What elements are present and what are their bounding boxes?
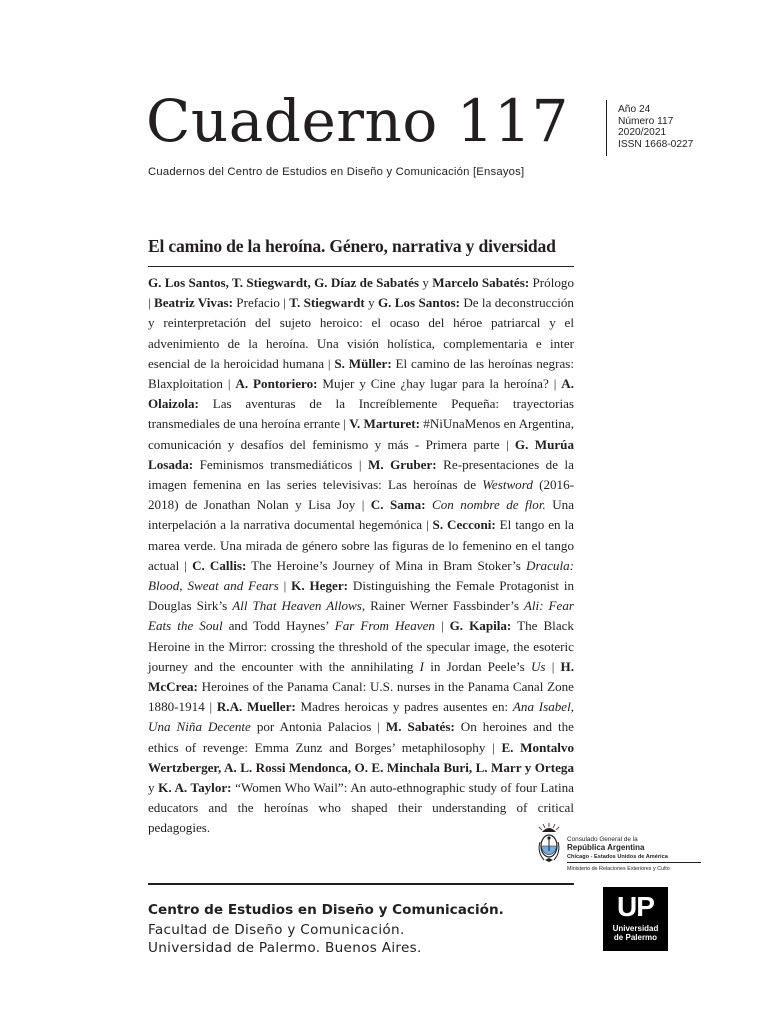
article-text: De la deconstrucción y reinterpretación del sujeto heroico: el ocaso del héroe patriarcal y el advenimiento de la heroína. Una visión holística, complementaria e inter esencial de la heroicidad humana | [148,295,574,371]
article-text: Una interpelación a la narrativa documental hegemónica | [148,497,575,533]
author-name: G. Los Santos, T. Stiegwardt, G. Díaz de Sabatés [148,275,420,290]
author-name: M. Sabatés: [385,719,455,735]
article-text: #NiUnaMenos en Argentina, comunicación y desafíos del feminismo y más - Primera parte | [148,416,574,452]
article-text: Prefacio | [232,295,290,311]
work-title: Us [530,658,546,674]
masthead-title: Cuaderno 117 [146,87,569,155]
article-text: The Heroine’s Journey of Mina in Bram Stoker’s [246,557,526,573]
theme-divider [148,266,574,267]
author-name: R.A. Mueller: [216,699,296,715]
author-name: K. Heger: [291,578,349,594]
up-logo [603,887,668,951]
footer-organization: Centro de Estudios en Diseño y Comunicación. [148,902,504,918]
author-name: S. Müller: [334,355,392,371]
article-text: “Women Who Wail”: An auto-ethnographic study of four Latina educators and the heroínas who shaped their understanding of critical pedagogies. [148,780,574,836]
issue-period: 2020/2021 [618,127,667,139]
author-name: A. Pontoriero: [235,376,318,392]
article-text: Heroines of the Panama Canal: U.S. nurses in the Panama Canal Zone 1880-1914 | [148,679,574,715]
article-text: | [434,618,450,634]
author-name: C. Sama: [370,497,426,513]
author-name: T. Stiegwardt [289,295,365,311]
author-name: C. Callis: [192,557,247,573]
up-logo-line-1: Universidad [612,924,659,933]
consulate-line-4: Ministerio de Relaciones Exteriores y Culto [567,866,670,872]
table-of-contents [148,273,574,839]
article-text: El camino de las heroínas negras: Blaxploitation | [148,355,575,392]
footer-divider [148,883,574,885]
consulate-divider [567,862,701,863]
masthead-subtitle: Cuadernos del Centro de Estudios en Diseño y Comunicación [Ensayos] [148,166,525,178]
author-name: G. Murúa Losada: [148,436,574,472]
consulate-logo [532,822,702,872]
article-text: | [278,578,292,594]
article-text: Mujer y Cine ¿hay lugar para la heroína? | [317,376,562,392]
up-logo-letters: UP [617,891,654,922]
article-text: y [419,275,433,290]
article-text: y [364,295,378,311]
issue-year: Año 24 [618,104,651,115]
article-text: Feminismos transmediáticos | [193,456,368,472]
work-title: Westword [482,477,533,493]
footer-faculty: Facultad de Diseño y Comunicación. [148,922,405,938]
work-title: Dracula: Blood, Sweat and Fears [148,557,574,594]
article-text: On heroines and the ethics of revenge: Emma Zunz and Borges’ metaphilosophy | [148,719,574,755]
author-name: Marcelo Sabatés: [432,275,530,290]
article-text: The Black Heroine in the Mirror: crossing the threshold of the specular image, the esoteric journey and the encounter with the annihilating [148,618,574,674]
article-text: (2016-2018) de Jonathan Nolan y Lisa Joy | [148,477,574,513]
issue-info [618,104,693,150]
author-name: Beatriz Vivas: [153,295,233,311]
issue-divider [606,100,607,156]
work-title: Ali: Fear Eats the Soul [148,598,574,634]
author-name: V. Marturet: [349,416,420,432]
article-text: por Antonia Palacios | [250,719,386,735]
theme-title: El camino de la heroína. Género, narrativa y diversidad [148,236,556,256]
author-name: A. Olaizola: [148,376,574,412]
up-logo-line-2: de Palermo [613,933,658,942]
work-title: Ana Isabel, Una Niña Decente [148,699,575,735]
consulate-line-3: Chicago - Estados Unidos de América [567,854,668,860]
article-text: Distinguishing the Female Protagonist in Douglas Sirk’s [148,578,575,614]
work-title: I [419,658,425,674]
consulate-line-2: República Argentina [567,843,645,852]
author-name: H. McCrea: [148,658,574,695]
article-text: y [148,780,159,796]
author-name: K. A. Taylor: [158,780,232,796]
author-name: G. Los Santos: [377,295,460,311]
author-name: M. Gruber: [367,456,437,472]
article-text: Las aventuras de la Increíblemente Pequeña: trayectorias transmediales de una heroína errante | [148,396,574,432]
article-text: Prólogo | [148,275,574,311]
article-text: and Todd Haynes’ [222,618,335,634]
work-title: All That Heaven Allows [232,598,362,614]
article-text: in Jordan Peele’s [424,658,531,674]
article-text: Madres heroicas y padres ausentes en: [295,699,513,715]
footer-university: Universidad de Palermo. Buenos Aires. [148,940,422,956]
article-text: , Rainer Werner Fassbinder’s [361,598,524,614]
work-title: Con nombre de flor. [432,497,546,513]
article-text: | [545,658,561,674]
author-name: G. Kapila: [449,618,512,634]
work-title: Far From Heaven [334,618,435,634]
issue-issn: ISSN 1668-0227 [618,138,694,150]
article-text: El tango en la marea verde. Una mirada de género sobre las figuras de lo femenino en el tango actual | [148,517,574,573]
argentina-coat-of-arms-icon [536,822,562,868]
author-name: E. Montalvo Wertzberger, A. L. Rossi Mendonca, O. E. Minchala Buri, L. Marr y Ortega [148,739,575,775]
issue-number: Número 117 [618,115,674,127]
article-text: Re-presentaciones de la imagen femenina en las series televisivas: Las heroínas de [148,456,574,493]
author-name: S. Cecconi: [432,517,496,533]
consulate-line-1: Consulado General de la [567,836,638,843]
